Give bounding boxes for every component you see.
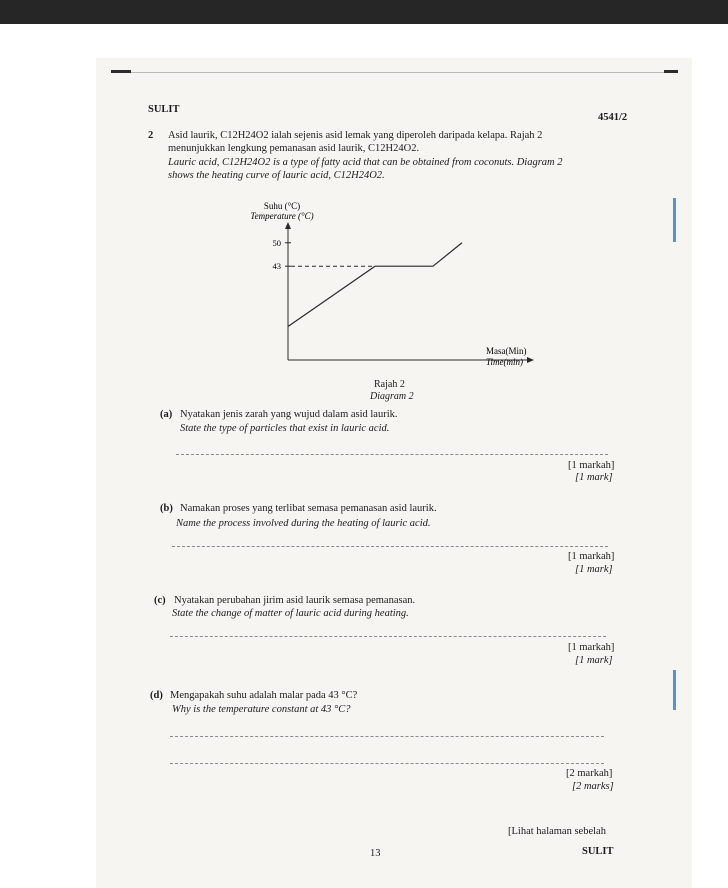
- part-a-english: State the type of particles that exist in lauric acid.: [180, 423, 390, 434]
- part-d-marks-malay: [2 markah]: [566, 768, 613, 779]
- part-a-marks-malay: [1 markah]: [568, 460, 615, 471]
- part-b-malay: Namakan proses yang terlibat semasa pemanasan asid laurik.: [180, 503, 437, 514]
- x-axis-label-malay: Masa(Min): [486, 346, 527, 356]
- x-axis-label-english: Time(min): [486, 357, 523, 367]
- y-tick-label: 50: [272, 237, 281, 248]
- header-sulit: SULIT: [148, 104, 180, 115]
- part-b-marks-malay: [1 markah]: [568, 551, 615, 562]
- answer-line: [172, 546, 608, 547]
- part-d-malay: Mengapakah suhu adalah malar pada 43 °C?: [170, 690, 358, 701]
- part-d-english: Why is the temperature constant at 43 °C?: [172, 704, 351, 715]
- top-dark-bar: [0, 0, 728, 24]
- page-corner-mark: [111, 70, 131, 73]
- part-b-marks-english: [1 mark]: [575, 564, 613, 575]
- heating-curve-chart: [230, 196, 570, 392]
- y-axis-label-malay: Suhu (°C): [263, 201, 301, 211]
- y-tick-label: 43: [272, 261, 281, 272]
- page-top-rule: [112, 72, 672, 73]
- heating-curve-line: [288, 243, 462, 327]
- margin-blue-mark: [673, 198, 676, 242]
- part-d-marks-english: [2 marks]: [572, 781, 614, 792]
- part-c-malay: Nyatakan perubahan jirim asid laurik semasa pemanasan.: [174, 595, 416, 606]
- question-text-malay-2: menunjukkan lengkung pemanasan asid laurik, C12H24O2.: [168, 143, 420, 154]
- part-d-label: (d): [150, 690, 163, 701]
- part-a-malay: Nyatakan jenis zarah yang wujud dalam asid laurik.: [180, 409, 398, 420]
- part-c-marks-malay: [1 markah]: [568, 642, 615, 653]
- answer-line: [170, 763, 604, 764]
- part-c-label: (c): [154, 595, 166, 606]
- question-text-english-1: Lauric acid, C12H24O2 is a type of fatty acid that can be obtained from coconuts. Diagram 2: [168, 157, 563, 168]
- part-b-label: (b): [160, 503, 173, 514]
- footer-sulit: SULIT: [582, 846, 614, 857]
- diagram-caption-malay: Rajah 2: [374, 379, 405, 390]
- part-a-marks-english: [1 mark]: [575, 472, 613, 483]
- footer-next-page: [Lihat halaman sebelah: [508, 826, 606, 837]
- answer-line: [170, 636, 606, 637]
- question-number: 2: [148, 130, 154, 141]
- page-corner-mark: [664, 70, 678, 73]
- part-c-marks-english: [1 mark]: [575, 655, 613, 666]
- part-b-english: Name the process involved during the heating of lauric acid.: [176, 518, 431, 529]
- y-axis-arrow: [285, 222, 291, 229]
- part-c-english: State the change of matter of lauric acid during heating.: [172, 608, 409, 619]
- y-axis-label-english: Temperature (°C): [250, 211, 314, 221]
- footer-page-number: 13: [370, 848, 381, 859]
- answer-line: [170, 736, 604, 737]
- header-paper-code: 4541/2: [598, 112, 628, 123]
- diagram-caption-english: Diagram 2: [370, 391, 414, 402]
- answer-line: [176, 454, 608, 455]
- question-text-english-2: shows the heating curve of lauric acid, C12H24O2.: [168, 170, 385, 181]
- question-text-malay-1: Asid laurik, C12H24O2 ialah sejenis asid lemak yang diperoleh daripada kelapa. Rajah 2: [168, 130, 543, 141]
- x-axis-arrow: [527, 357, 534, 363]
- part-a-label: (a): [160, 409, 173, 420]
- margin-blue-mark: [673, 670, 676, 710]
